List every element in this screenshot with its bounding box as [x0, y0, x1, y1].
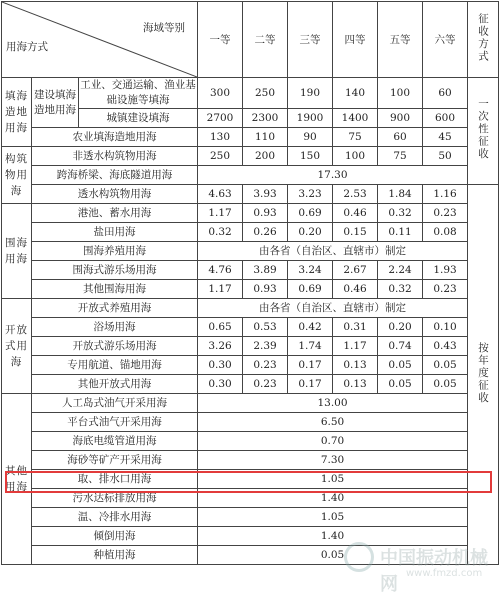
value-cell: 45 — [423, 128, 468, 147]
value-cell: 3.89 — [243, 261, 288, 280]
value-cell: 0.32 — [378, 280, 423, 299]
value-cell: 0.53 — [243, 318, 288, 337]
row-label: 围海式游乐场用海 — [32, 261, 198, 280]
table-row — [2, 204, 499, 223]
row-label: 港池、蓄水用海 — [32, 204, 198, 223]
sea-area-fee-table — [1, 1, 499, 565]
corner-header-cell — [2, 2, 198, 78]
table-row — [2, 128, 499, 147]
method-header — [468, 2, 499, 78]
watermark-text: 中国振动机械网 — [380, 548, 488, 595]
method-once-cell — [468, 78, 499, 185]
value-cell: 0.23 — [243, 375, 288, 394]
table-row — [2, 166, 499, 185]
row-label: 跨海桥梁、海底隧道用海 — [32, 166, 198, 185]
merged-value-cell: 由各省（自治区、直辖市）制定 — [198, 299, 468, 318]
value-cell: 250 — [198, 147, 243, 166]
merged-value-cell: 6.50 — [198, 413, 468, 432]
value-cell: 75 — [378, 147, 423, 166]
merged-value-cell: 17.30 — [198, 166, 468, 185]
merged-value-cell: 1.40 — [198, 527, 468, 546]
value-cell: 110 — [243, 128, 288, 147]
header-row — [2, 2, 499, 78]
table-row — [2, 489, 499, 508]
value-cell: 0.10 — [423, 318, 468, 337]
value-cell: 90 — [288, 128, 333, 147]
value-cell: 60 — [378, 128, 423, 147]
corner-label-method: 用海方式 — [6, 41, 48, 53]
table-row — [2, 185, 499, 204]
value-cell: 1.74 — [288, 337, 333, 356]
row-label: 浴场用海 — [32, 318, 198, 337]
value-cell: 200 — [243, 147, 288, 166]
row-label: 围海养殖用海 — [32, 242, 198, 261]
value-cell: 0.15 — [333, 223, 378, 242]
table-row — [2, 78, 499, 109]
table-row — [2, 318, 499, 337]
table-row — [2, 432, 499, 451]
row-label: 海砂等矿产开采用海 — [32, 451, 198, 470]
table-row — [2, 546, 499, 565]
table-row — [2, 147, 499, 166]
value-cell: 2.24 — [378, 261, 423, 280]
value-cell: 0.13 — [333, 375, 378, 394]
value-cell: 1.17 — [198, 280, 243, 299]
table-row — [2, 508, 499, 527]
value-cell: 0.46 — [333, 204, 378, 223]
row-label: 盐田用海 — [32, 223, 198, 242]
row-label: 平台式油气开采用海 — [32, 413, 198, 432]
merged-value-cell: 由各省（自治区、直辖市）制定 — [198, 242, 468, 261]
row-label: 取、排水口用海 — [32, 470, 198, 489]
row-label: 城镇建设填海 — [79, 109, 198, 128]
value-cell: 0.23 — [243, 356, 288, 375]
value-cell: 75 — [333, 128, 378, 147]
value-cell: 1.17 — [198, 204, 243, 223]
category-kaifang: 开放式用海 — [2, 299, 32, 394]
value-cell: 0.26 — [243, 223, 288, 242]
value-cell: 3.93 — [243, 185, 288, 204]
method-yearly-text: 按年度征收 — [477, 341, 490, 405]
value-cell: 0.42 — [288, 318, 333, 337]
grade-header-1: 一等 — [198, 2, 243, 78]
category-qita: 其他用海 — [2, 394, 32, 565]
category-tianhai: 填海造地用海 — [2, 78, 32, 147]
table-row — [2, 356, 499, 375]
value-cell: 140 — [333, 78, 378, 109]
table-row — [2, 337, 499, 356]
value-cell: 0.08 — [423, 223, 468, 242]
merged-value-cell: 1.05 — [198, 508, 468, 527]
value-cell: 1.17 — [333, 337, 378, 356]
value-cell: 100 — [333, 147, 378, 166]
value-cell: 1400 — [333, 109, 378, 128]
value-cell: 0.93 — [243, 280, 288, 299]
value-cell: 0.05 — [378, 375, 423, 394]
merged-value-cell: 1.05 — [198, 470, 468, 489]
value-cell: 1.16 — [423, 185, 468, 204]
value-cell: 300 — [198, 78, 243, 109]
row-label: 温、冷排水用海 — [32, 508, 198, 527]
table-row — [2, 527, 499, 546]
row-label: 其他围海用海 — [32, 280, 198, 299]
value-cell: 1900 — [288, 109, 333, 128]
value-cell: 0.31 — [333, 318, 378, 337]
row-label: 其他开放式用海 — [32, 375, 198, 394]
row-label: 专用航道、锚地用海 — [32, 356, 198, 375]
table-row — [2, 223, 499, 242]
value-cell: 4.76 — [198, 261, 243, 280]
value-cell: 250 — [243, 78, 288, 109]
value-cell: 0.13 — [333, 356, 378, 375]
value-cell: 0.17 — [288, 375, 333, 394]
merged-value-cell: 0.70 — [198, 432, 468, 451]
value-cell: 150 — [288, 147, 333, 166]
grade-header-6: 六等 — [423, 2, 468, 78]
value-cell: 0.93 — [243, 204, 288, 223]
watermark-url: www.fmzd.com — [406, 568, 483, 579]
value-cell: 60 — [423, 78, 468, 109]
merged-value-cell: 13.00 — [198, 394, 468, 413]
value-cell: 0.23 — [423, 204, 468, 223]
value-cell: 600 — [423, 109, 468, 128]
table-row — [2, 299, 499, 318]
row-label: 开放式游乐场用海 — [32, 337, 198, 356]
value-cell: 0.43 — [423, 337, 468, 356]
value-cell: 0.11 — [378, 223, 423, 242]
value-cell: 0.32 — [198, 223, 243, 242]
value-cell: 0.65 — [198, 318, 243, 337]
row-label: 污水达标排放用海 — [32, 489, 198, 508]
row-label: 透水构筑物用海 — [32, 185, 198, 204]
row-label: 海底电缆管道用海 — [32, 432, 198, 451]
value-cell: 100 — [378, 78, 423, 109]
diagonal-line — [2, 2, 197, 77]
value-cell: 0.32 — [378, 204, 423, 223]
value-cell: 0.30 — [198, 375, 243, 394]
method-once-text: 一次性征收 — [477, 98, 490, 161]
row-label: 种植用海 — [32, 546, 198, 565]
value-cell: 50 — [423, 147, 468, 166]
value-cell: 0.30 — [198, 356, 243, 375]
value-cell: 3.23 — [288, 185, 333, 204]
value-cell: 0.69 — [288, 280, 333, 299]
table-row — [2, 242, 499, 261]
merged-value-cell: 7.30 — [198, 451, 468, 470]
value-cell: 2300 — [243, 109, 288, 128]
table-row — [2, 413, 499, 432]
table-row — [2, 280, 499, 299]
value-cell: 2700 — [198, 109, 243, 128]
method-header-text: 征收方式 — [477, 13, 490, 63]
grade-header-3: 三等 — [288, 2, 333, 78]
table-row — [2, 470, 499, 489]
value-cell: 900 — [378, 109, 423, 128]
row-label: 工业、交通运输、渔业基础设施等填海 — [79, 78, 198, 109]
value-cell: 4.63 — [198, 185, 243, 204]
value-cell: 0.20 — [378, 318, 423, 337]
category-goujian: 构筑物用海 — [2, 147, 32, 204]
table-row — [2, 394, 499, 413]
merged-value-cell: 1.40 — [198, 489, 468, 508]
corner-label-grade: 海域等别 — [143, 22, 186, 34]
merged-value-cell: 0.05 — [198, 546, 468, 565]
grade-header-5: 五等 — [378, 2, 423, 78]
table-row — [2, 375, 499, 394]
value-cell: 2.39 — [243, 337, 288, 356]
row-label: 开放式养殖用海 — [32, 299, 198, 318]
value-cell: 0.05 — [423, 356, 468, 375]
table-row — [2, 261, 499, 280]
value-cell: 3.24 — [288, 261, 333, 280]
method-yearly-cell — [468, 185, 499, 565]
value-cell: 190 — [288, 78, 333, 109]
row-label: 非透水构筑物用海 — [32, 147, 198, 166]
value-cell: 2.67 — [333, 261, 378, 280]
value-cell: 0.69 — [288, 204, 333, 223]
value-cell: 2.53 — [333, 185, 378, 204]
table-row — [2, 451, 499, 470]
value-cell: 3.26 — [198, 337, 243, 356]
row-label: 人工岛式油气开采用海 — [32, 394, 198, 413]
subcategory-build-fill: 建设填海造地用海 — [32, 78, 79, 128]
value-cell: 0.23 — [423, 280, 468, 299]
value-cell: 0.05 — [378, 356, 423, 375]
value-cell: 0.74 — [378, 337, 423, 356]
value-cell: 130 — [198, 128, 243, 147]
row-label: 农业填海造地用海 — [32, 128, 198, 147]
value-cell: 0.20 — [288, 223, 333, 242]
value-cell: 0.17 — [288, 356, 333, 375]
grade-header-2: 二等 — [243, 2, 288, 78]
value-cell: 1.84 — [378, 185, 423, 204]
row-label: 倾倒用海 — [32, 527, 198, 546]
value-cell: 0.05 — [423, 375, 468, 394]
category-weihai: 围海用海 — [2, 204, 32, 299]
grade-header-4: 四等 — [333, 2, 378, 78]
value-cell: 1.93 — [423, 261, 468, 280]
value-cell: 0.46 — [333, 280, 378, 299]
